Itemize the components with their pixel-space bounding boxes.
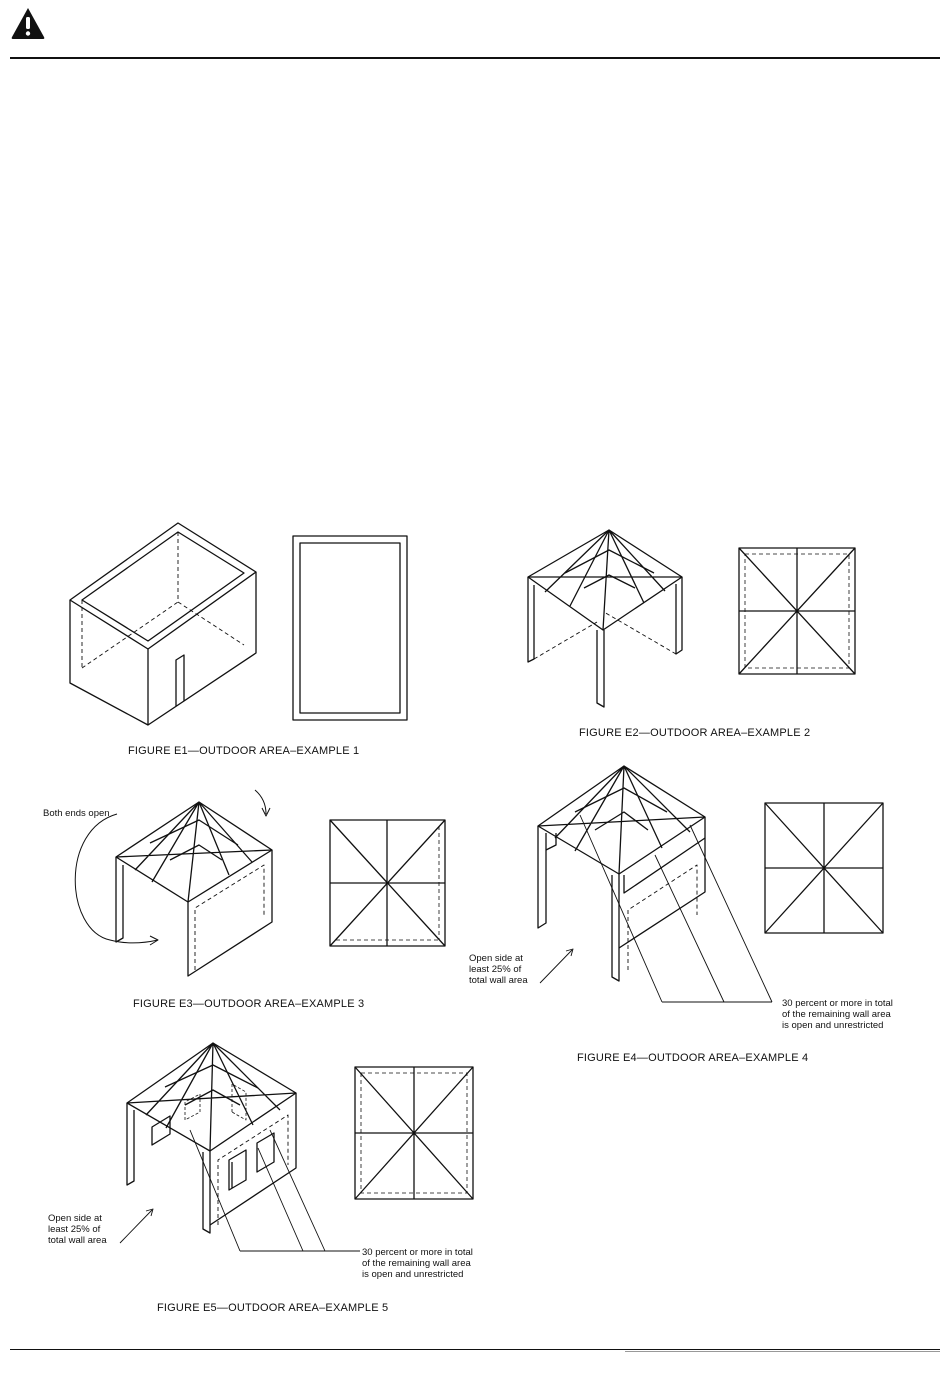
figure-e2-caption: FIGURE E2—OUTDOOR AREA–EXAMPLE 2 [579, 727, 811, 739]
figure-e5-caption: FIGURE E5—OUTDOOR AREA–EXAMPLE 5 [157, 1302, 389, 1314]
figure-e4-open-side-label [469, 953, 528, 986]
note-line: total wall area [469, 975, 528, 986]
note-line: is open and unrestricted [362, 1269, 464, 1280]
note-line: is open and unrestricted [782, 1020, 884, 1031]
note-line: least 25% of [469, 964, 522, 975]
footer-rule [10, 1349, 940, 1350]
figure-e1-isometric [70, 523, 256, 725]
footer-rule-tail [625, 1351, 940, 1352]
figure-e4-caption: FIGURE E4—OUTDOOR AREA–EXAMPLE 4 [577, 1052, 809, 1064]
note-line: least 25% of [48, 1224, 101, 1235]
figure-e3-both-ends-label: Both ends open [43, 808, 110, 819]
figure-e4-plan [765, 803, 883, 933]
figure-e5-plan [355, 1067, 473, 1199]
note-line: 30 percent or more in total [782, 998, 893, 1009]
figure-e4-isometric [538, 766, 772, 1002]
figure-e5-isometric [120, 1043, 360, 1251]
figure-e4-remaining-wall-label [782, 998, 893, 1031]
note-line: total wall area [48, 1235, 107, 1246]
figure-e2-plan [739, 548, 855, 674]
note-line: Open side at [48, 1213, 102, 1224]
figure-e2-isometric [528, 530, 682, 707]
figure-e1-plan [293, 536, 407, 720]
note-line: 30 percent or more in total [362, 1247, 473, 1258]
figure-e5-remaining-wall-label [362, 1247, 473, 1280]
note-line: of the remaining wall area [362, 1258, 471, 1269]
figure-e3-plan [330, 820, 445, 946]
figure-e3-caption: FIGURE E3—OUTDOOR AREA–EXAMPLE 3 [133, 998, 365, 1010]
note-line: of the remaining wall area [782, 1009, 891, 1020]
figure-e1-caption: FIGURE E1—OUTDOOR AREA–EXAMPLE 1 [128, 745, 360, 757]
figure-e5-open-side-label [48, 1213, 107, 1246]
note-line: Open side at [469, 953, 523, 964]
